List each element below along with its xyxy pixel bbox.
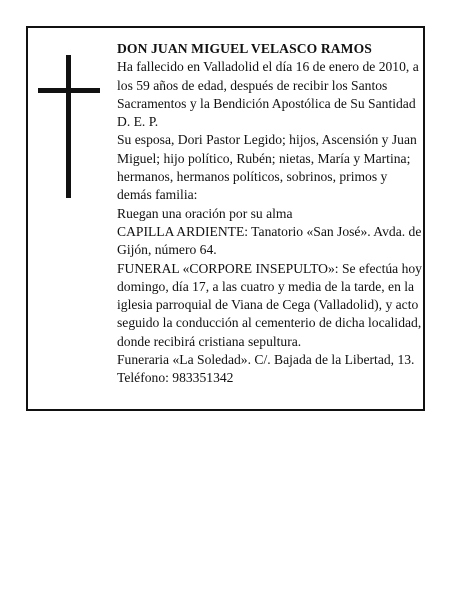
death-announcement: Ha fallecido en Valladolid el día 16 de enero de 2010, a los 59 años de edad, después de recibir los Santos Sacramentos y la Bendición Apostólica de Su Santidad bbox=[117, 59, 419, 111]
notice-text bbox=[117, 40, 425, 388]
funeral-details: FUNERAL «CORPORE INSEPULTO»: Se efectúa hoy domingo, día 17, a las cuatro y media de la tarde, en la iglesia parroquial de Viana de Cega (Valladolid), y acto seguido la conducción al cementerio de dicha localidad, donde recibirá cristiana sepultura. bbox=[117, 260, 422, 349]
obituary-notice bbox=[26, 26, 425, 411]
deceased-name: DON JUAN MIGUEL VELASCO RAMOS bbox=[117, 41, 372, 56]
cross-vertical-bar bbox=[66, 55, 71, 198]
cross-icon bbox=[38, 55, 100, 198]
cross-horizontal-bar bbox=[38, 88, 100, 93]
family-list: Su esposa, Dori Pastor Legido; hijos, Ascensión y Juan Miguel; hijo político, Rubén; nietas, María y Martina; hermanos, hermanos políticos, sobrinos, primos y demás familia: bbox=[117, 132, 417, 203]
prayer-request: Ruegan una oración por su alma bbox=[117, 205, 293, 221]
rip-line: D. E. P. bbox=[117, 114, 159, 130]
wake-location: CAPILLA ARDIENTE: Tanatorio «San José». Avda. de Gijón, número 64. bbox=[117, 223, 422, 258]
funeral-home-contact: Funeraria «La Soledad». C/. Bajada de la Libertad, 13. Teléfono: 983351342 bbox=[117, 352, 415, 386]
